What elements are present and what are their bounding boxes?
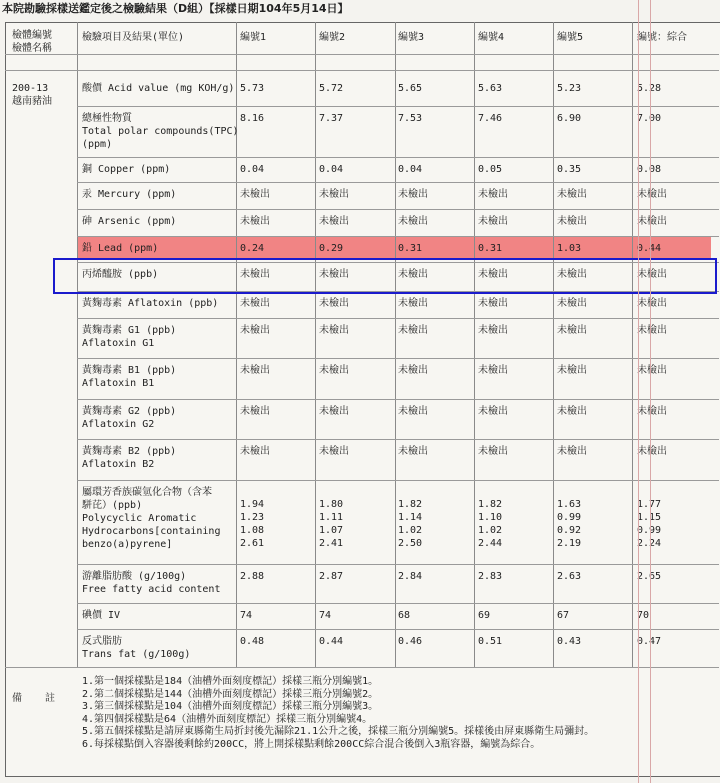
test-item-label	[82, 609, 120, 622]
result-value	[637, 324, 667, 337]
result-value	[557, 445, 587, 458]
result-value	[398, 215, 428, 228]
result-value	[557, 324, 587, 337]
result-value	[319, 405, 349, 418]
test-item-line: Hydrocarbons[containing	[82, 526, 221, 537]
row-divider	[77, 564, 719, 565]
result-value	[319, 570, 343, 583]
result-value-line: 未檢出	[557, 365, 587, 376]
test-item-line: 丙烯醯胺 (ppb)	[82, 269, 159, 280]
test-item-label	[82, 570, 220, 596]
result-value-line: 2.87	[319, 571, 344, 582]
result-value-line: 未檢出	[478, 298, 508, 309]
right-edge-line	[638, 0, 639, 783]
result-value-line: 未檢出	[398, 406, 428, 417]
result-value	[398, 364, 428, 377]
result-value-line: 未檢出	[557, 406, 587, 417]
result-value-line: 0.44	[319, 636, 344, 647]
sample-name: 越南豬油	[12, 96, 52, 107]
result-value	[240, 297, 270, 310]
row-divider	[77, 157, 719, 158]
result-value-line: 0.31	[398, 243, 423, 254]
result-value	[478, 498, 502, 550]
result-value	[557, 498, 581, 550]
result-value	[240, 324, 270, 337]
result-value-line: 0.04	[398, 164, 423, 175]
result-value-line: 1.08	[240, 525, 265, 536]
result-value-line: 5.72	[319, 83, 344, 94]
test-item-line: 黃麴毒素 G2 (ppb)	[82, 406, 177, 417]
test-item-label	[82, 215, 176, 228]
result-value-line: 未檢出	[557, 216, 587, 227]
row-divider	[5, 70, 719, 71]
right-edge-line	[650, 0, 651, 783]
test-item-line: Trans fat (g/100g)	[82, 649, 191, 660]
lead-row-highlight	[77, 236, 711, 260]
result-value-line: 0.44	[637, 243, 662, 254]
result-value	[557, 82, 581, 95]
result-value-line: 未檢出	[319, 446, 349, 457]
result-value-line: 69	[478, 610, 491, 621]
result-value-line: 0.47	[637, 636, 662, 647]
result-value	[478, 188, 508, 201]
result-value-line: 未檢出	[637, 189, 667, 200]
result-value-line: 未檢出	[557, 325, 587, 336]
header-sample-3: 編號3	[398, 32, 425, 43]
result-value	[478, 215, 508, 228]
row-divider	[77, 603, 719, 604]
result-value	[398, 188, 428, 201]
result-value-line: 未檢出	[240, 406, 270, 417]
result-value	[319, 242, 343, 255]
test-item-line: 屬環芳香族碳氫化合物（含苯	[82, 487, 212, 498]
result-value	[557, 609, 569, 622]
header-sample-1: 編號1	[240, 32, 267, 43]
column-divider	[395, 22, 396, 667]
result-value	[319, 112, 343, 125]
result-value-line: 未檢出	[240, 365, 270, 376]
result-value-line: 未檢出	[637, 446, 667, 457]
result-value-line: 2.63	[557, 571, 582, 582]
result-value-line: 未檢出	[637, 216, 667, 227]
result-value-line: 未檢出	[557, 269, 587, 280]
result-value-line: 0.31	[478, 243, 503, 254]
result-value-line: 1.11	[319, 512, 344, 523]
note-line: 2.第二個採樣點是144（油槽外面刻度標記）採樣三瓶分別編號2。	[82, 688, 379, 700]
test-item-label	[82, 242, 158, 255]
result-value	[398, 112, 422, 125]
result-value	[398, 498, 422, 550]
result-value-line: 2.65	[637, 571, 662, 582]
result-value-line: 未檢出	[319, 325, 349, 336]
result-value	[240, 405, 270, 418]
note-line: 3.第三個採樣點是104（油槽外面刻度標記）採樣三瓶分別編號3。	[82, 701, 379, 712]
result-value	[478, 570, 502, 583]
result-value-line: 2.41	[319, 538, 344, 549]
result-value-line: 1.03	[557, 243, 582, 254]
result-value-line: 未檢出	[637, 298, 667, 309]
test-item-line: (ppm)	[82, 139, 113, 150]
result-value	[398, 297, 428, 310]
result-value	[557, 405, 587, 418]
notes-list	[82, 676, 594, 751]
result-value-line: 2.50	[398, 538, 423, 549]
result-value	[398, 82, 422, 95]
result-value	[398, 445, 428, 458]
result-value-line: 0.99	[637, 525, 662, 536]
result-value	[478, 635, 502, 648]
test-item-label	[82, 163, 170, 176]
result-value	[240, 570, 264, 583]
result-value	[319, 163, 343, 176]
result-value-line: 2.83	[478, 571, 503, 582]
test-item-line: 黃麴毒素 G1 (ppb)	[82, 325, 177, 336]
result-value-line: 未檢出	[637, 269, 667, 280]
result-value-line: 未檢出	[557, 298, 587, 309]
result-value	[240, 82, 264, 95]
row-divider	[77, 209, 719, 210]
row-divider	[77, 182, 719, 183]
result-value-line: 0.24	[240, 243, 265, 254]
result-value	[478, 405, 508, 418]
result-value-line: 未檢出	[240, 446, 270, 457]
result-value-line: 1.15	[637, 512, 662, 523]
test-item-label	[82, 635, 190, 661]
result-value-line: 未檢出	[478, 269, 508, 280]
test-item-label	[82, 112, 239, 151]
result-value-line: 1.80	[319, 499, 344, 510]
result-value	[637, 297, 667, 310]
result-value-line: 5.28	[637, 83, 662, 94]
result-value-line: 0.04	[319, 164, 344, 175]
result-value-line: 未檢出	[478, 189, 508, 200]
result-value-line: 未檢出	[637, 365, 667, 376]
result-value-line: 未檢出	[398, 189, 428, 200]
result-value	[240, 112, 264, 125]
note-line: 4.第四個採樣點是64（油槽外面刻度標記）採樣三瓶分別編號4。	[82, 713, 373, 725]
result-value-line: 1.14	[398, 512, 423, 523]
result-value	[478, 609, 490, 622]
result-value-line: 未檢出	[637, 406, 667, 417]
result-value	[240, 163, 264, 176]
result-value	[478, 364, 508, 377]
test-item-line: Polycyclic Aromatic	[82, 513, 197, 524]
row-divider	[77, 106, 719, 107]
result-value-line: 7.46	[478, 113, 503, 124]
result-value-line: 未檢出	[319, 189, 349, 200]
result-value	[398, 570, 422, 583]
result-value	[478, 324, 508, 337]
result-value-line: 0.99	[557, 512, 582, 523]
result-value	[478, 112, 502, 125]
row-divider	[77, 399, 719, 400]
column-divider	[474, 22, 475, 667]
test-item-line: Free fatty acid content	[82, 584, 221, 595]
result-value	[557, 188, 587, 201]
header-sample-5: 編號5	[557, 32, 584, 43]
result-value-line: 2.44	[478, 538, 503, 549]
result-value	[557, 242, 581, 255]
test-item-line: Aflatoxin B1	[82, 378, 155, 389]
result-value-line: 未檢出	[398, 216, 428, 227]
result-value-line: 2.24	[637, 538, 662, 549]
row-divider	[77, 439, 719, 440]
result-value-line: 1.94	[240, 499, 265, 510]
column-divider	[553, 22, 554, 667]
result-value-line: 0.48	[240, 636, 265, 647]
result-value-line: 未檢出	[398, 365, 428, 376]
test-item-line: 汞 Mercury (ppm)	[82, 189, 177, 200]
sample-id: 200-13	[12, 83, 49, 94]
result-value-line: 68	[398, 610, 411, 621]
result-value	[557, 570, 581, 583]
result-value	[319, 297, 349, 310]
header-sample-2: 編號2	[319, 32, 346, 43]
result-value-line: 未檢出	[478, 406, 508, 417]
row-divider	[77, 318, 719, 319]
result-value	[478, 297, 508, 310]
result-value	[637, 445, 667, 458]
result-value	[557, 112, 581, 125]
result-value-line: 0.35	[557, 164, 582, 175]
result-value	[557, 215, 587, 228]
result-value-line: 未檢出	[398, 298, 428, 309]
test-item-line: 黃麴毒素 B2 (ppb)	[82, 446, 177, 457]
result-value	[319, 364, 349, 377]
result-value-line: 67	[557, 610, 570, 621]
result-value-line: 6.90	[557, 113, 582, 124]
result-value	[557, 364, 587, 377]
test-item-line: 總極性物質	[82, 113, 132, 124]
result-value-line: 1.77	[637, 499, 662, 510]
test-item-line: 黃麴毒素 Aflatoxin (ppb)	[82, 298, 219, 309]
result-value	[240, 242, 264, 255]
result-value	[398, 635, 422, 648]
test-item-label	[82, 297, 218, 310]
row-divider	[77, 480, 719, 481]
result-value-line: 未檢出	[240, 325, 270, 336]
result-value-line: 未檢出	[478, 365, 508, 376]
result-value	[240, 188, 270, 201]
result-value	[319, 324, 349, 337]
test-item-label	[82, 324, 176, 350]
row-divider	[5, 667, 719, 668]
result-value	[240, 445, 270, 458]
result-value-line: 5.23	[557, 83, 582, 94]
result-value	[240, 635, 264, 648]
test-item-label	[82, 188, 176, 201]
result-value-line: 0.29	[319, 243, 344, 254]
result-value-line: 70	[637, 610, 650, 621]
test-item-line: 砷 Arsenic (ppm)	[82, 216, 177, 227]
result-value-line: 74	[319, 610, 332, 621]
header-sample-4: 編號4	[478, 32, 505, 43]
result-value	[557, 297, 587, 310]
result-value	[637, 405, 667, 418]
test-item-label	[82, 405, 176, 431]
page-title: 本院勘驗採樣送鑑定後之檢驗結果（D組）【採樣日期104年5月14日】	[2, 2, 349, 15]
result-value	[240, 609, 252, 622]
result-value-line: 未檢出	[240, 298, 270, 309]
result-value-line: 未檢出	[319, 269, 349, 280]
test-item-label	[82, 486, 220, 551]
test-item-line: Total polar compounds(TPC)	[82, 126, 239, 137]
result-value	[319, 215, 349, 228]
row-divider	[77, 629, 719, 630]
result-value	[398, 242, 422, 255]
test-item-line: 游離脂肪酸 (g/100g)	[82, 571, 187, 582]
result-value-line: 0.51	[478, 636, 503, 647]
result-value	[478, 82, 502, 95]
column-divider	[632, 22, 633, 667]
result-value	[557, 163, 581, 176]
result-value	[240, 364, 270, 377]
test-item-line: 駢芘）(ppb)	[82, 500, 143, 511]
result-value	[319, 609, 331, 622]
note-line: 1.第一個採樣點是184（油槽外面刻度標記）採樣三瓶分別編號1。	[82, 676, 379, 687]
acrylamide-selection-box	[53, 258, 717, 294]
test-item-line: Aflatoxin B2	[82, 459, 155, 470]
row-divider	[77, 358, 719, 359]
result-value	[637, 364, 667, 377]
result-value	[319, 445, 349, 458]
result-value-line: 0.43	[557, 636, 582, 647]
result-value	[478, 242, 502, 255]
column-divider	[77, 22, 78, 667]
result-value-line: 1.02	[398, 525, 423, 536]
result-value-line: 未檢出	[319, 365, 349, 376]
result-value-line: 5.73	[240, 83, 265, 94]
result-value-line: 未檢出	[398, 325, 428, 336]
result-value	[240, 498, 264, 550]
result-value-line: 7.00	[637, 113, 662, 124]
result-value	[319, 82, 343, 95]
test-item-line: 碘價 IV	[82, 610, 121, 621]
result-value-line: 未檢出	[478, 216, 508, 227]
result-value-line: 2.88	[240, 571, 265, 582]
result-value-line: 1.82	[478, 499, 503, 510]
column-divider	[315, 22, 316, 667]
result-value	[478, 163, 502, 176]
row-divider	[5, 54, 719, 55]
test-item-line: 酸價 Acid value (mg KOH/g)	[82, 83, 235, 94]
result-value-line: 2.61	[240, 538, 265, 549]
result-value-line: 未檢出	[478, 446, 508, 457]
result-value	[637, 188, 667, 201]
result-value-line: 未檢出	[637, 325, 667, 336]
result-value-line: 0.46	[398, 636, 423, 647]
test-item-line: 鉛 Lead (ppm)	[82, 243, 159, 254]
test-item-line: 銅 Copper (ppm)	[82, 164, 171, 175]
result-value-line: 2.84	[398, 571, 423, 582]
row-divider	[77, 236, 719, 237]
result-value-line: 1.02	[478, 525, 503, 536]
result-value-line: 7.53	[398, 113, 423, 124]
result-value-line: 1.82	[398, 499, 423, 510]
result-value-line: 未檢出	[240, 216, 270, 227]
test-item-line: Aflatoxin G1	[82, 338, 155, 349]
result-value	[398, 405, 428, 418]
test-item-label	[82, 364, 176, 390]
result-value-line: 5.65	[398, 83, 423, 94]
header-sample-name: 檢體名稱	[12, 43, 52, 54]
header-test-item: 檢驗項目及結果(單位)	[82, 32, 185, 43]
result-value-line: 1.07	[319, 525, 344, 536]
result-value-line: 未檢出	[319, 406, 349, 417]
result-value	[398, 609, 410, 622]
result-value-line: 0.08	[637, 164, 662, 175]
result-value	[240, 215, 270, 228]
result-value-line: 未檢出	[398, 269, 428, 280]
result-value-line: 1.10	[478, 512, 503, 523]
result-value-line: 8.16	[240, 113, 265, 124]
result-value-line: 2.19	[557, 538, 582, 549]
result-value-line: 1.63	[557, 499, 582, 510]
result-value	[637, 215, 667, 228]
notes-label: 備 註	[12, 693, 56, 704]
result-value-line: 未檢出	[240, 189, 270, 200]
result-value	[319, 188, 349, 201]
result-value-line: 0.04	[240, 164, 265, 175]
result-value	[557, 635, 581, 648]
result-value-line: 未檢出	[557, 446, 587, 457]
test-item-line: 黃麴毒素 B1 (ppb)	[82, 365, 177, 376]
result-value	[398, 163, 422, 176]
result-value-line: 未檢出	[240, 269, 270, 280]
result-value-line: 未檢出	[319, 216, 349, 227]
header-sample-6: 編號：綜合	[637, 32, 687, 43]
test-item-label	[82, 445, 176, 471]
note-line: 6.每採樣點倒入容器後剩餘約200CC，將上開採樣點剩餘200CC綜合混合後倒入3瓶容器，編號為綜合。	[82, 738, 541, 750]
result-value-line: 0.05	[478, 164, 503, 175]
test-item-line: 反式脂肪	[82, 636, 122, 647]
note-line: 5.第五個採樣點是請屏東縣衛生局折封後先漏除21.1公升之後，採樣三瓶分別編號5。採樣後由屏東縣衛生局彌封。	[82, 726, 595, 737]
result-value	[319, 635, 343, 648]
result-value-line: 未檢出	[478, 325, 508, 336]
result-value-line: 0.92	[557, 525, 582, 536]
result-value	[398, 324, 428, 337]
result-value-line: 74	[240, 610, 253, 621]
result-value-line: 1.23	[240, 512, 265, 523]
header-sample-id: 檢體編號	[12, 30, 52, 41]
test-item-line: benzo(a)pyrene]	[82, 539, 173, 550]
test-item-label	[82, 82, 234, 95]
result-value	[478, 445, 508, 458]
result-value-line: 未檢出	[398, 446, 428, 457]
test-item-line: Aflatoxin G2	[82, 419, 155, 430]
result-value	[319, 498, 343, 550]
result-value-line: 7.37	[319, 113, 344, 124]
result-value-line: 未檢出	[557, 189, 587, 200]
result-value-line: 未檢出	[319, 298, 349, 309]
result-value-line: 5.63	[478, 83, 503, 94]
